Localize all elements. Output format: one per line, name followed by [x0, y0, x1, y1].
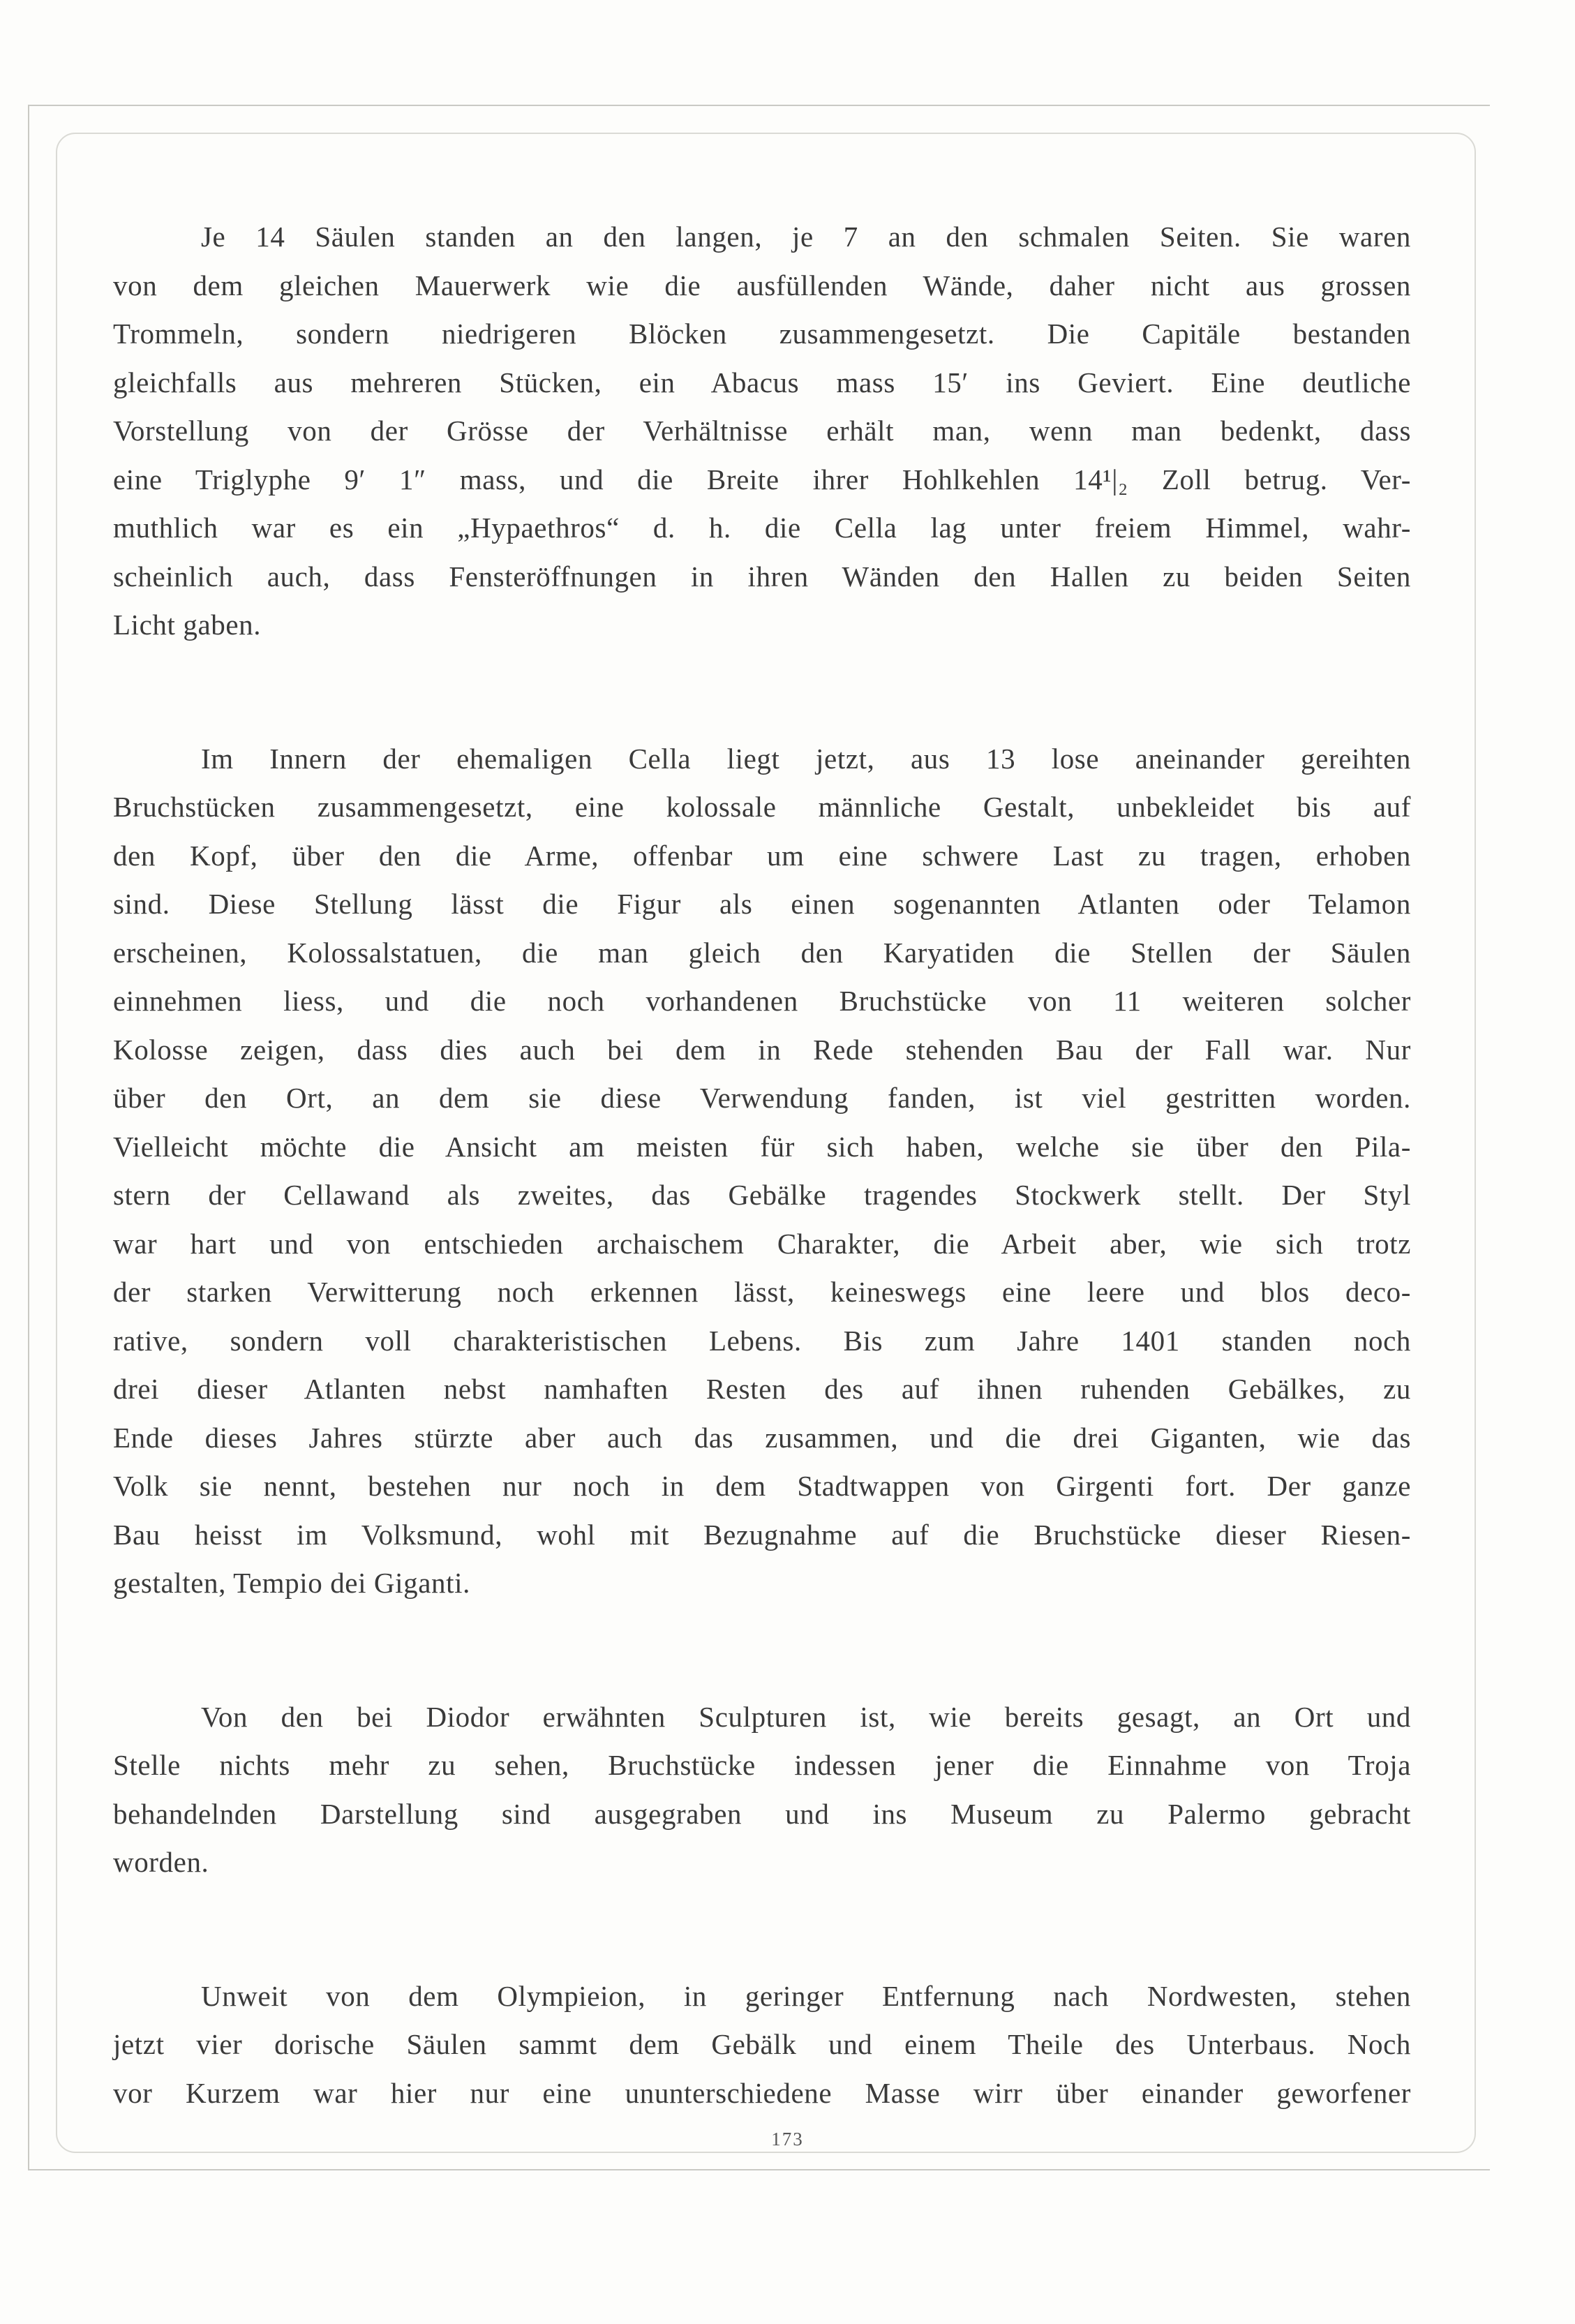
text-line: Vielleicht möchte die Ansicht am meisten für sich haben, welche sie über den Pila-: [113, 1130, 1411, 1163]
text-line: Stelle nichts mehr zu sehen, Bruchstücke indessen jener die Einnahme von Troja: [113, 1749, 1411, 1781]
text-line: stern der Cellawand als zweites, das Gebälke tragendes Stockwerk stellt. Der Styl: [113, 1179, 1411, 1211]
text-line: Licht gaben.: [113, 609, 262, 641]
text-line: eine Triglyphe 9′ 1″ mass, und die Breite ihrer Hohlkehlen 14¹|₂ Zoll betrug. Ver-: [113, 463, 1411, 496]
text-line: worden.: [113, 1846, 209, 1878]
text-line: Unweit von dem Olympieion, in geringer Entfernung nach Nordwesten, stehen: [201, 1979, 1411, 2012]
text-line: war hart und von entschieden archaischem Charakter, die Arbeit aber, wie sich trotz: [113, 1227, 1411, 1260]
text-line: Bruchstücken zusammengesetzt, eine kolossale männliche Gestalt, unbekleidet bis auf: [113, 791, 1411, 823]
text-line: rative, sondern voll charakteristischen Lebens. Bis zum Jahre 1401 standen noch: [113, 1324, 1411, 1357]
text-line: Ende dieses Jahres stürzte aber auch das zusammen, und die drei Giganten, wie das: [113, 1421, 1411, 1454]
text-line: vor Kurzem war hier nur eine ununterschiedene Masse wirr über einander geworfener: [113, 2076, 1411, 2109]
text-line: Trommeln, sondern niedrigeren Blöcken zusammengesetzt. Die Capitäle bestanden: [113, 318, 1411, 350]
paragraph-4: [113, 1972, 1411, 2118]
text-line: einnehmen liess, und die noch vorhandenen Bruchstücke von 11 weiteren solcher: [113, 985, 1411, 1017]
text-line: den Kopf, über den die Arme, offenbar um eine schwere Last zu tragen, erhoben: [113, 839, 1411, 872]
text-line: scheinlich auch, dass Fensteröffnungen in ihren Wänden den Hallen zu beiden Seiten: [113, 560, 1411, 593]
page-number: 173: [771, 2129, 804, 2150]
text-line: muthlich war es ein „Hypaethros“ d. h. die Cella lag unter freiem Himmel, wahr-: [113, 512, 1411, 544]
text-line: Kolosse zeigen, dass dies auch bei dem in Rede stehenden Bau der Fall war. Nur: [113, 1033, 1411, 1066]
paragraph-1: [113, 213, 1411, 650]
text-line: erscheinen, Kolossalstatuen, die man gleich den Karyatiden die Stellen der Säulen: [113, 936, 1411, 969]
text-line: Von den bei Diodor erwähnten Sculpturen ist, wie bereits gesagt, an Ort und: [201, 1700, 1411, 1733]
text-line: Vorstellung von der Grösse der Verhältnisse erhält man, wenn man bedenkt, dass: [113, 415, 1411, 447]
text-line: behandelnden Darstellung sind ausgegraben und ins Museum zu Palermo gebracht: [113, 1797, 1411, 1830]
text-line: gleichfalls aus mehreren Stücken, ein Abacus mass 15′ ins Geviert. Eine deutliche: [113, 366, 1411, 398]
paragraph-2: [113, 735, 1411, 1608]
text-line: von dem gleichen Mauerwerk wie die ausfüllenden Wände, daher nicht aus grossen: [113, 269, 1411, 301]
text-line: gestalten, Tempio dei Giganti.: [113, 1567, 470, 1599]
text-line: Bau heisst im Volksmund, wohl mit Bezugnahme auf die Bruchstücke dieser Riesen-: [113, 1518, 1411, 1551]
text-line: über den Ort, an dem sie diese Verwendung fanden, ist viel gestritten worden.: [113, 1082, 1411, 1114]
text-line: drei dieser Atlanten nebst namhaften Resten des auf ihnen ruhenden Gebälkes, zu: [113, 1373, 1411, 1405]
text-line: jetzt vier dorische Säulen sammt dem Gebälk und einem Theile des Unterbaus. Noch: [113, 2028, 1411, 2060]
body-text: [113, 213, 1411, 2203]
text-line: sind. Diese Stellung lässt die Figur als einen sogenannten Atlanten oder Telamon: [113, 888, 1411, 920]
paragraph-3: [113, 1693, 1411, 1887]
text-line: Im Innern der ehemaligen Cella liegt jetzt, aus 13 lose aneinander gereihten: [201, 742, 1411, 775]
text-line: der starken Verwitterung noch erkennen lässt, keineswegs eine leere und blos deco-: [113, 1276, 1411, 1308]
text-line: Volk sie nennt, bestehen nur noch in dem Stadtwappen von Girgenti fort. Der ganze: [113, 1470, 1411, 1502]
text-line: Je 14 Säulen standen an den langen, je 7 an den schmalen Seiten. Sie waren: [201, 221, 1411, 253]
